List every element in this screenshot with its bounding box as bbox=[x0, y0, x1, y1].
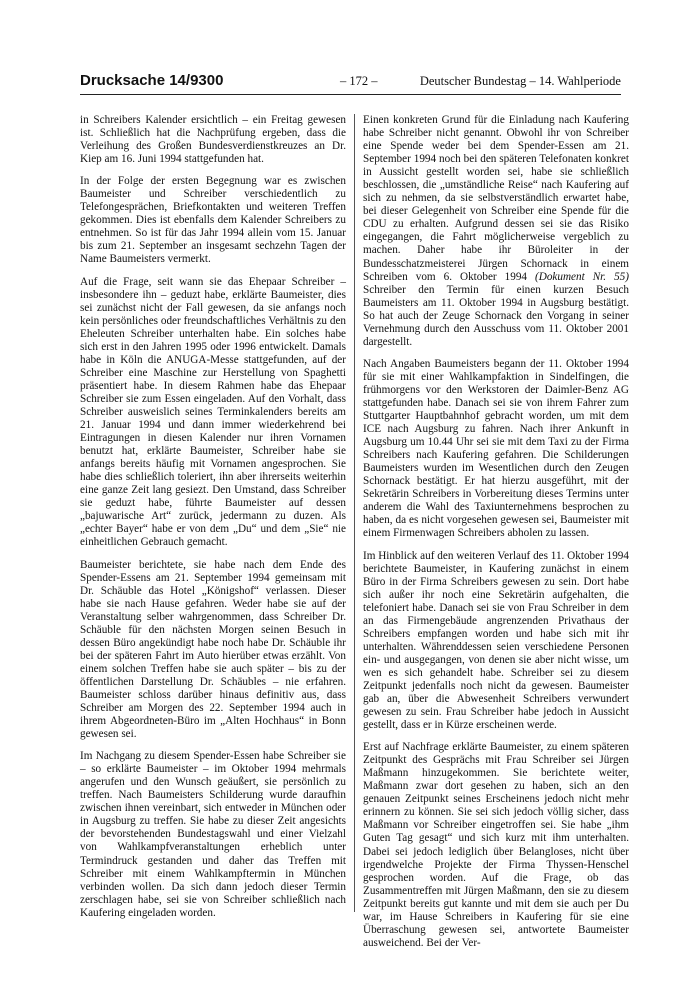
paragraph: Erst auf Nachfrage erklärte Baumeister, zu einem späteren Zeitpunkt des Gesprächs mit Frau Schreiber sei Jürgen Maßmann hinzugekommen. Sie berichtete weiter, Maßmann zwar dort gesehen zu haben, sich an den genauen Zeitpunkt seines Erscheinens jedoch nicht mehr erinnern zu können. Sie sei sich jedoch völlig sicher, dass Maßmann vor Schreiber eingetroffen sei. Sie habe „ihm Guten Tag gesagt“ und sich kurz mit ihm unterhalten. Dabei sei jedoch lediglich über Belangloses, nicht über irgendwelche Projekte der Firma Thyssen-Henschel gesprochen worden. Auf die Frage, ob das Zusammentreffen mit Jürgen Maßmann, den sie zu diesem Zeitpunkt bereits gut kannte und mit dem sie auch per Du war, im Hause Schreibers in Kaufering für sie eine Überraschung gewesen sei, antwortete Baumeister ausweichend. Bei der Ver- bbox=[363, 741, 629, 949]
paragraph: Nach Angaben Baumeisters begann der 11. Oktober 1994 für sie mit einer Wahlkampfaktion in Sindelfingen, die frühmorgens vor den Werkstoren der Daimler-Benz AG stattgefunden habe. Danach sei sie von ihrem Fahrer zum Stuttgarter Hauptbahnhof gebracht worden, um mit dem ICE nach Augsburg zu fahren. Nach ihrer Ankunft in Augsburg um 10.44 Uhr sei sie mit dem Taxi zu der Firma Schreibers nach Kaufering gefahren. Die Schilderungen Baumeisters wurden im Wesentlichen durch den Zeugen Schornack bestätigt. Er hat hierzu ausgeführt, mit der Sekretärin Schreibers in Vorbereitung dieses Termins unter anderem die Wahl des Taxiunternehmens besprochen zu haben, da es nicht vorgesehen gewesen sei, Baumeister mit einem Firmenwagen Schreibers abholen zu lassen. bbox=[363, 357, 629, 540]
left-column bbox=[80, 114, 346, 929]
publication-source: Deutscher Bundestag – 14. Wahlperiode bbox=[419, 74, 621, 88]
paragraph-text: Einen konkreten Grund für die Einladung nach Kaufering habe Schreiber nicht genannt. Obwohl ihr von Schreiber eine Spende weder bei dem Spender-Essen am 21. September 1994 noch bei den späteren Telefonaten konkret in Aussicht gestellt worden sei, habe sie schließlich beschlossen, die „umständliche Reise“ nach Kaufering auf sich zu nehmen, da sie selbstverständlich erwartet habe, bei dieser Gelegenheit von Schreiber eine Spende für die CDU zu erhalten. Aufgrund dessen sei sie das Risiko eingegangen, die Fahrt möglicherweise vergeblich zu machen. Daher habe ihr Büroleiter in der Bundesschatzmeisterei Jürgen Schornack in einem Schreiben vom 6. Oktober 1994 bbox=[363, 114, 629, 283]
document-number: Drucksache 14/9300 bbox=[80, 72, 224, 89]
paragraph: Baumeister berichtete, sie habe nach dem Ende des Spender-Essens am 21. September 1994 gemeinsam mit Dr. Schäuble das Hotel „Königshof“ verlassen. Dieser habe sie nach Hause gefahren. Weder habe sie auf der Veranstaltung selber wahrgenommen, dass Schreiber Dr. Schäuble für den nächsten Morgen seinen Besuch in dessen Büro angekündigt habe noch habe Dr. Schäuble ihr bei der späteren Fahrt im Auto hierüber etwas erzählt. Von einem solchen Treffen habe sie auch später – bis zu der öffentlichen Darstellung Dr. Schäubles – nie erfahren. Baumeister schloss darüber hinaus definitiv aus, dass Schreiber am Morgen des 22. September 1994 auch in ihrem Abgeordneten-Büro im „Alten Hochhaus“ in Bonn gewesen sei. bbox=[80, 558, 346, 741]
paragraph: Im Hinblick auf den weiteren Verlauf des 11. Oktober 1994 berichtete Baumeister, in Kaufering zunächst in einem Büro in der Firma Schreibers gewesen zu sein. Dort habe sich außer ihr noch eine Sekretärin aufgehalten, die telefoniert habe. Danach sei sie von Frau Schreiber in dem an das Firmengebäude angrenzenden Privathaus der Schreibers empfangen worden und habe sich mit ihr unterhalten. Währenddessen seien verschiedene Personen ein- und ausgegangen, von denen sie aber nicht wisse, um wen es sich gehandelt habe. Schreiber sei zu diesem Zeitpunkt jedenfalls noch nicht da gewesen. Baumeister gab an, über die Abwesenheit Schreibers verwundert gewesen zu sein. Frau Schreiber habe jedoch in Aussicht gestellt, dass er in Kürze erscheinen werde. bbox=[363, 549, 629, 732]
paragraph: in Schreibers Kalender ersichtlich – ein Freitag gewesen ist. Schließlich hat die Nachprüfung ergeben, dass die Verleihung des Großen Bundesverdienstkreuzes an Dr. Kiep am 16. Juni 1994 stattgefunden hat. bbox=[80, 114, 346, 166]
paragraph: In der Folge der ersten Begegnung war es zwischen Baumeister und Schreiber verschiedentlich zu Telefongesprächen, Briefkontakten und weiteren Treffen gekommen. Dies ist ebenfalls dem Kalender Schreibers zu entnehmen. So ist für das Jahr 1994 allein vom 15. Januar bis zum 21. September an insgesamt sechzehn Tagen der Name Baumeisters vermerkt. bbox=[80, 175, 346, 266]
column-divider bbox=[354, 114, 355, 912]
page-number: – 172 – bbox=[340, 74, 378, 88]
paragraph: Im Nachgang zu diesem Spender-Essen habe Schreiber sie – so erklärte Baumeister – im Oktober 1994 mehrmals angerufen und den Wunsch geäußert, sie persönlich zu treffen. Nach Baumeisters Schilderung wurde daraufhin zwischen ihnen vereinbart, sich entweder in München oder in Augsburg zu treffen. Sie habe zu dieser Zeit angesichts der bevorstehenden Bundestagswahl und einer Vielzahl von Wahlkampfveranstaltungen erheblich unter Termindruck gestanden und daher das Treffen mit Schreiber mit einem Wahlkampftermin in München verbinden wollen. Da sich dann jedoch dieser Termin zerschlagen habe, sei sie von Schreiber schließlich nach Kaufering eingeladen worden. bbox=[80, 750, 346, 919]
header-rule bbox=[80, 94, 621, 95]
paragraph-text: Schreiber den Termin für einen kurzen Besuch Baumeisters am 11. Oktober 1994 in Augsburg bestätigt. So hat auch der Zeuge Schornack den Vorgang in seiner Vernehmung durch den Ausschuss vom 11. Oktober 2001 dargestellt. bbox=[363, 283, 629, 348]
page-header bbox=[80, 72, 621, 94]
paragraph: Auf die Frage, seit wann sie das Ehepaar Schreiber – insbesondere ihn – geduzt habe, erklärte Baumeister, dies sei zunächst nicht der Fall gewesen, da sie anfangs noch kein persönliches oder freundschaftliches Verhältnis zu den Eheleuten Schreiber unterhalten habe. Ein solches habe sich erst in den Jahren 1995 oder 1996 entwickelt. Damals habe in Köln die ANUGA-Messe stattgefunden, auf der Schreiber eine Maschine zur Herstellung von Spaghetti präsentiert habe. In diesem Rahmen habe das Ehepaar Schreiber sie zum Essen eingeladen. Auf den Vorhalt, dass Schreiber ausweislich seines Terminkalenders bereits am 21. Januar 1994 und dann immer wiederkehrend bei Eintragungen in diesen Kalender nur ihren Vornamen benutzt hat, erklärte Baumeister, Schreiber habe sie anfangs bereits häufig mit Vornamen angesprochen. Sie habe dies schließlich toleriert, ihn aber ihrerseits weiterhin eine ganze Zeit lang gesiezt. Den Umstand, dass Schreiber sie geduzt habe, führte Baumeister auf dessen „bajuwarische Art“ zurück, jedermann zu duzen. Als „echter Bayer“ habe er von dem „Du“ und dem „Sie“ nie einheitlichen Gebrauch gemacht. bbox=[80, 275, 346, 549]
document-reference: (Dokument Nr. 55) bbox=[535, 270, 629, 283]
right-column bbox=[363, 114, 629, 959]
paragraph bbox=[363, 114, 629, 349]
